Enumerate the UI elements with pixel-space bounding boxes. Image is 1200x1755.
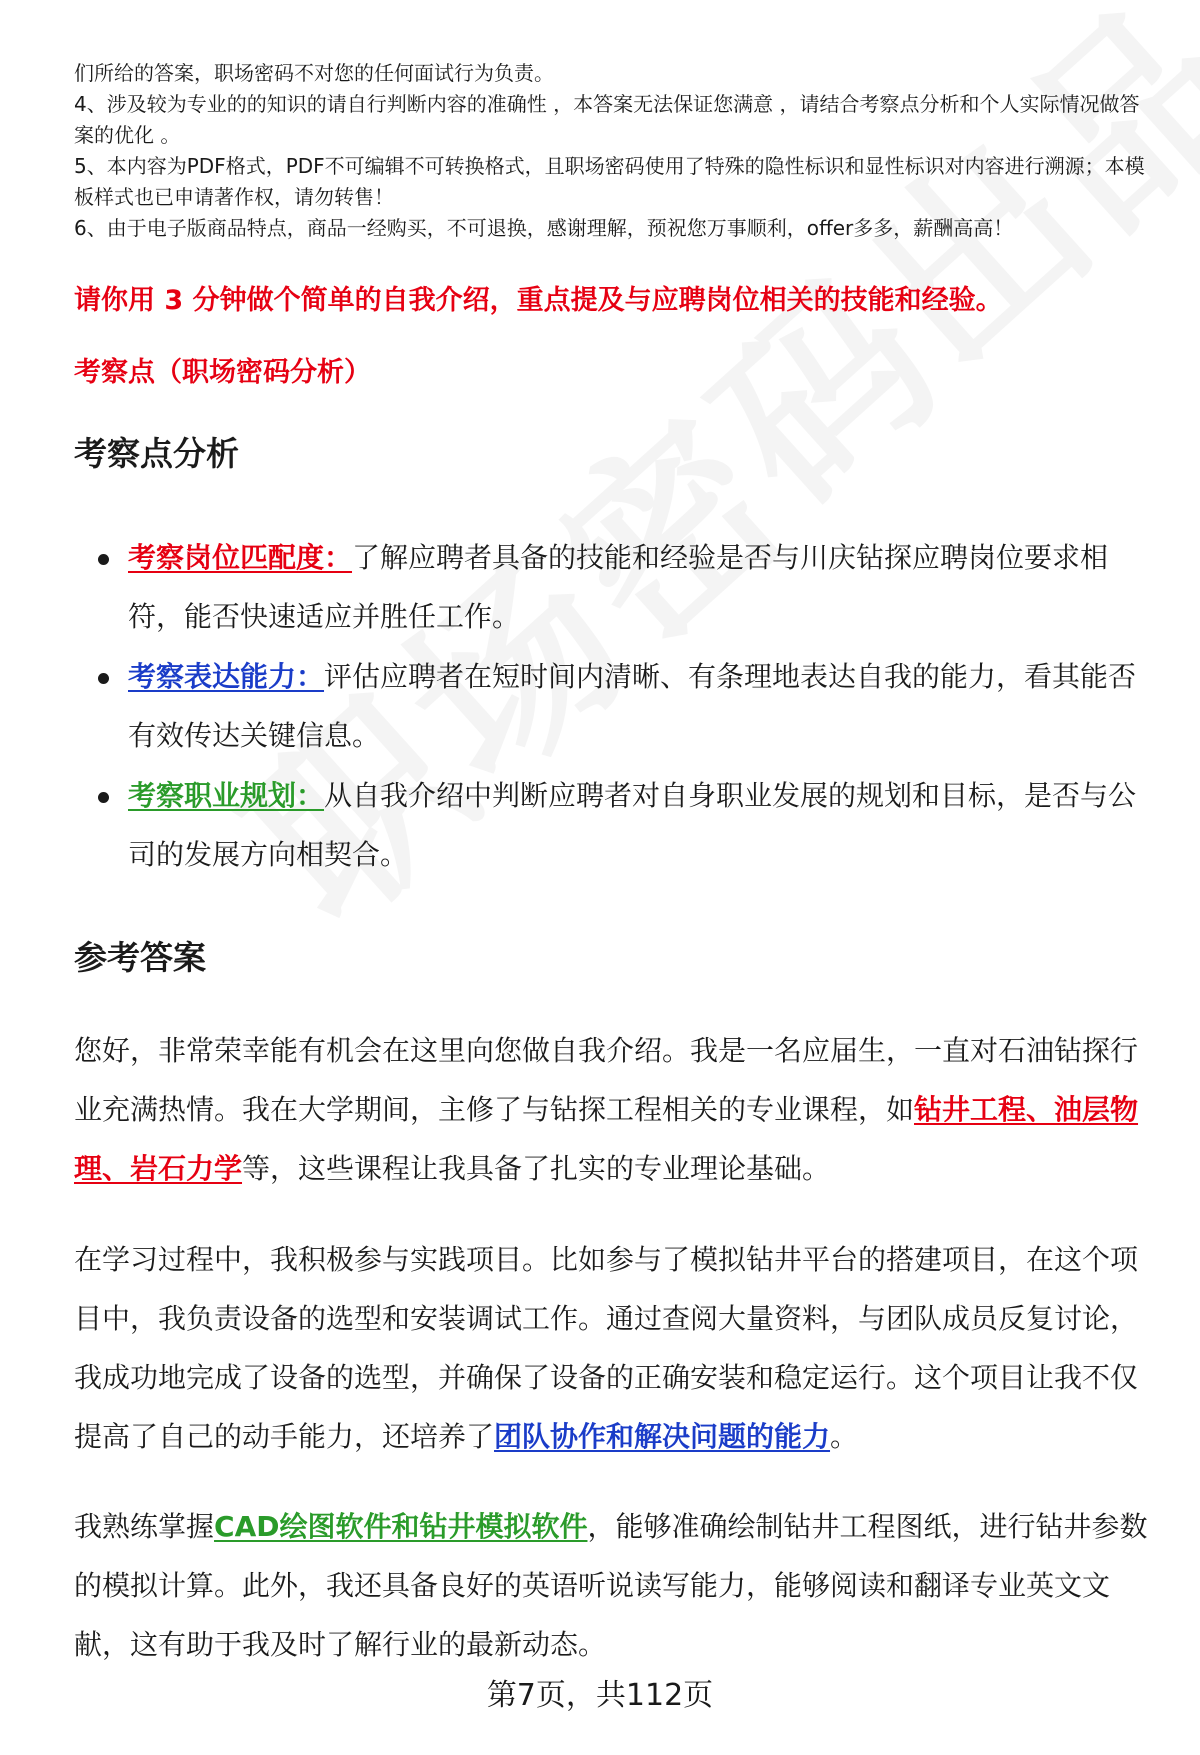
analysis-keyword: 考察职业规划： (128, 779, 325, 812)
page-number: 第7页，共112页 (486, 1678, 714, 1713)
list-item (74, 766, 1154, 884)
interview-question: 请你用 3 分钟做个简单的自我介绍，重点提及与应聘岗位相关的技能和经验。 (74, 285, 1003, 316)
answer-text: 等，这些课程让我具备了扎实的专业理论基础。 (242, 1152, 831, 1185)
answer-keyword: 钻井工程、油层物理、岩石力学 (74, 1093, 1139, 1185)
bullet-icon (98, 554, 109, 565)
notice-line: 5、本内容为PDF格式，PDF不可编辑不可转换格式，且职场密码使用了特殊的隐性标识和显性标识对内容进行溯源；本模板样式也已申请著作权，请勿转售！ (74, 154, 1145, 209)
analysis-heading: 考察点分析 (74, 434, 239, 473)
answer-keyword: 团队协作和解决问题的能力 (494, 1420, 831, 1453)
analysis-text: 从自我介绍中判断应聘者对自身职业发展的规划和目标，是否与公司的发展方向相契合。 (128, 779, 1137, 871)
bullet-icon (98, 673, 109, 684)
answer-text: 我熟练掌握 (74, 1510, 215, 1543)
reference-heading: 参考答案 (74, 938, 206, 977)
analysis-list (74, 528, 1154, 885)
answer-text: ，能够准确绘制钻井工程图纸，进行钻井参数的模拟计算。此外，我还具备良好的英语听说读写能力，能够阅读和翻译专业英文文献，这有助于我及时了解行业的最新动态。 (74, 1510, 1148, 1661)
answer-paragraph-1 (74, 1021, 1160, 1198)
list-item (74, 647, 1154, 765)
notice-block (74, 58, 1154, 244)
notice-line: 6、由于电子版商品特点，商品一经购买，不可退换，感谢理解，预祝您万事顺利，offer多多，薪酬高高！ (74, 216, 1014, 240)
answer-text: 在学习过程中，我积极参与实践项目。比如参与了模拟钻井平台的搭建项目，在这个项目中，我负责设备的选型和安装调试工作。通过查阅大量资料，与团队成员反复讨论，我成功地完成了设备的选型，并确保了设备的正确安装和稳定运行。这个项目让我不仅提高了自己的动手能力，还培养了 (74, 1243, 1139, 1453)
answer-text: 您好，非常荣幸能有机会在这里向您做自我介绍。我是一名应届生，一直对石油钻探行业充满热情。我在大学期间，主修了与钻探工程相关的专业课程，如 (74, 1034, 1139, 1126)
answer-keyword: CAD绘图软件和钻井模拟软件 (214, 1510, 588, 1543)
list-item (74, 528, 1154, 646)
analysis-keyword: 考察岗位匹配度： (128, 541, 353, 574)
answer-paragraph-2 (74, 1230, 1160, 1466)
analysis-subheading: 考察点（职场密码分析） (74, 357, 371, 388)
notice-line: 4、涉及较为专业的的知识的请自行判断内容的准确性 ，本答案无法保证您满意 ，请结合考察点分析和个人实际情况做答案的优化 。 (74, 92, 1140, 147)
bullet-icon (98, 792, 109, 803)
analysis-text: 了解应聘者具备的技能和经验是否与川庆钻探应聘岗位要求相符，能否快速适应并胜任工作。 (128, 541, 1109, 633)
analysis-keyword: 考察表达能力： (128, 660, 325, 693)
analysis-text: 评估应聘者在短时间内清晰、有条理地表达自我的能力，看其能否有效传达关键信息。 (128, 660, 1137, 752)
notice-line: 们所给的答案，职场密码不对您的任何面试行为负责。 (74, 61, 554, 85)
answer-text: 。 (830, 1420, 859, 1453)
answer-paragraph-3 (74, 1497, 1160, 1674)
